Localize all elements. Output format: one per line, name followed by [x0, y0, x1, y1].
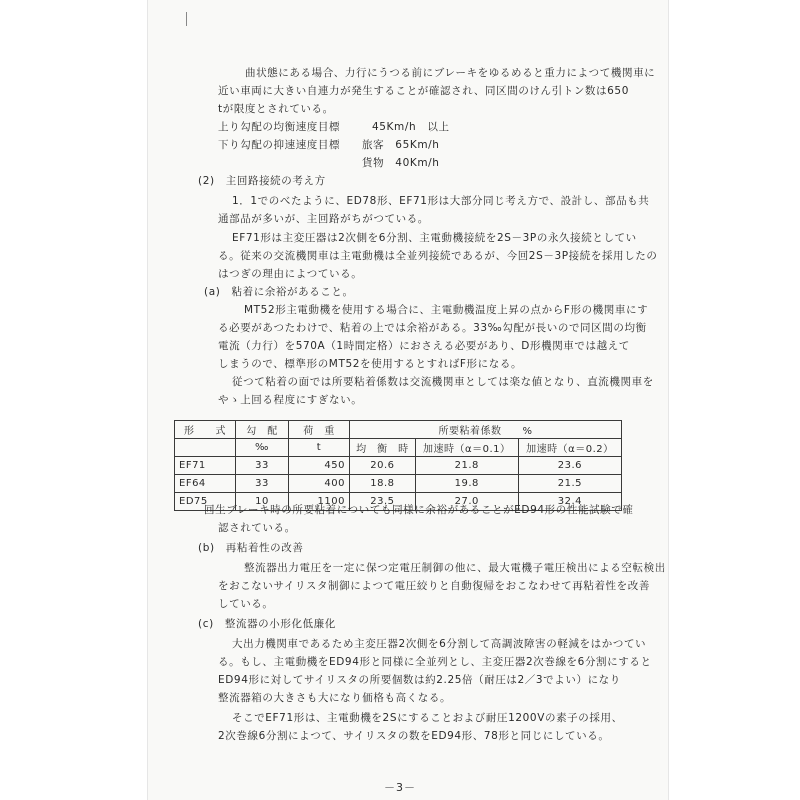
adhesion-table: [174, 420, 622, 511]
cell-balance: 18.8: [350, 475, 416, 493]
cell-balance: 20.6: [350, 457, 416, 475]
cell-accel-01: 21.8: [415, 457, 518, 475]
item-heading: (b) 再粘着性の改善: [198, 542, 304, 554]
text-line: をおこないサイリスタ制御によつて電圧絞りと自動復帰をおこなわせて再粘着性を改善: [218, 580, 650, 592]
text-line: る。もし、主電動機をED94形と同様に全並列とし、主変圧器2次巻線を6分割にすると: [218, 656, 652, 668]
cell-type: EF71: [175, 457, 236, 475]
text-line: る。従来の交流機関車は主電動機は全並列接続であるが、今回2S－3P接続を採用したの: [218, 250, 658, 262]
speed-down-passenger: 旅客 65Km/h: [362, 139, 440, 151]
text-line: 回生ブレーキ時の所要粘着についても同様に余裕があることがED94形の性能試験で確: [204, 504, 634, 516]
text-line: ED94形に対してサイリスタの所要個数は約2.25倍（耐圧は2／3でよい）になり: [218, 674, 621, 686]
header-grade-unit: ‰: [236, 439, 289, 457]
text-line: る必要があつたわけで、粘着の上では余裕がある。33‰勾配が長いので同区間の均衡: [218, 322, 647, 334]
text-line: しまうので、標準形のMT52を使用するとすればF形になる。: [218, 358, 523, 370]
header-accel-02: 加速時（α＝0.2）: [518, 439, 621, 457]
table-row: [175, 457, 622, 475]
text-line: 整流器箱の大きさも大になり価格も高くなる。: [218, 692, 452, 704]
item-heading: (c) 整流器の小形化低廉化: [198, 618, 336, 630]
header-load: 荷 重: [289, 421, 350, 439]
cell-grade: 33: [236, 475, 289, 493]
cell-grade: 33: [236, 457, 289, 475]
cell-type: ED75: [175, 493, 236, 511]
header-coefficient: 所要粘着係数 %: [350, 421, 622, 439]
speed-up-value: 45Km/h 以上: [372, 121, 450, 133]
cell-load: 450: [289, 457, 350, 475]
cell-load: 1100: [289, 493, 350, 511]
cell-accel-02: 21.5: [518, 475, 621, 493]
cell-load: 400: [289, 475, 350, 493]
text-line: 整流器出力電圧を一定に保つ定電圧制御の他に、最大電機子電圧検出による空転検出: [244, 562, 666, 574]
header-load-unit: t: [289, 439, 350, 457]
table-header-row: [175, 439, 622, 457]
text-line: 2次巻線6分割によつて、サイリスタの数をED94形、78形と同じにしている。: [218, 730, 610, 742]
cell-type: EF64: [175, 475, 236, 493]
text-line: 認されている。: [218, 522, 296, 534]
page-number: －3－: [384, 781, 416, 794]
text-line: 1．1でのべたように、ED78形、EF71形は大部分同じ考え方で、設計し、部品も共: [232, 195, 650, 207]
table-row: [175, 475, 622, 493]
text-line: 電流（力行）を570A（1時間定格）におさえる必要があり、D形機関車では越えて: [218, 340, 630, 352]
text-line: 近い車両に大きい自連力が発生することが確認され、同区間のけん引トン数は650: [218, 85, 629, 97]
header-balance: 均 衡 時: [350, 439, 416, 457]
text-line: 従つて粘着の面では所要粘着係数は交流機関車としては楽な値となり、直流機関車を: [232, 376, 654, 388]
text-line: tが限度とされている。: [218, 103, 334, 115]
speed-down-freight: 貨物 40Km/h: [362, 157, 440, 169]
staple-mark: [186, 12, 193, 26]
cell-grade: 10: [236, 493, 289, 511]
text-line: 通部品が多いが、主回路がちがつている。: [218, 213, 429, 225]
cell-accel-01: 27.0: [415, 493, 518, 511]
speed-up-label: 上り勾配の均衡速度目標: [218, 121, 341, 133]
cell-accel-01: 19.8: [415, 475, 518, 493]
cell-accel-02: 32.4: [518, 493, 621, 511]
table-header-row: [175, 421, 622, 439]
header-type: 形 式: [175, 421, 236, 439]
text-line: MT52形主電動機を使用する場合に、主電動機温度上昇の点からF形の機関車にす: [244, 304, 649, 316]
section-heading: (2) 主回路接続の考え方: [198, 175, 326, 187]
text-line: はつぎの理由によつている。: [218, 268, 363, 280]
cell-balance: 23.5: [350, 493, 416, 511]
header-grade: 勾 配: [236, 421, 289, 439]
text-line: やゝ上回る程度にすぎない。: [218, 394, 363, 406]
text-line: 曲状態にある場合、力行にうつる前にブレーキをゆるめると重力によつて機関車に: [245, 67, 656, 79]
text-line: そこでEF71形は、主電動機を2Sにすることおよび耐圧1200Vの素子の採用、: [232, 712, 623, 724]
header-empty: [175, 439, 236, 457]
text-line: 大出力機関車であるため主変圧器2次側を6分割して高調波障害の軽減をはかつてい: [232, 638, 647, 650]
cell-accel-02: 23.6: [518, 457, 621, 475]
header-accel-01: 加速時（α＝0.1）: [415, 439, 518, 457]
text-line: している。: [218, 598, 274, 610]
text-line: EF71形は主変圧器は2次側を6分割、主電動機接続を2S－3Pの永久接続としてい: [232, 232, 637, 244]
speed-down-label: 下り勾配の抑速速度目標: [218, 139, 341, 151]
item-heading: (a) 粘着に余裕があること。: [204, 286, 354, 298]
